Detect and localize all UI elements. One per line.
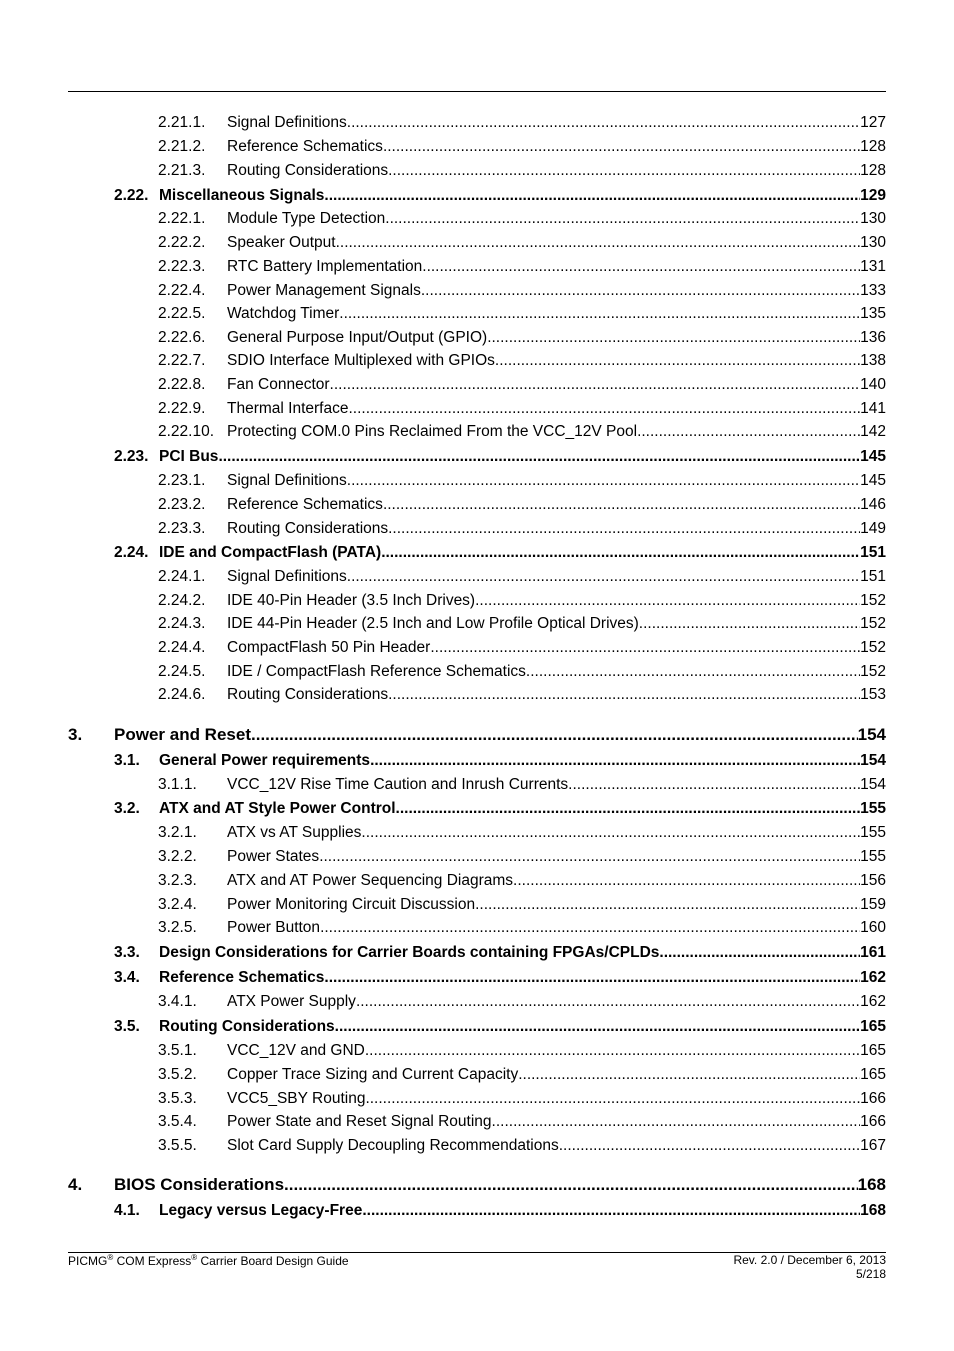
toc-entry-title[interactable]: Power States [227, 848, 320, 865]
toc-leader-dots [320, 919, 860, 937]
toc-entry-page[interactable]: 166 [860, 1090, 886, 1107]
toc-entry-line [159, 752, 886, 770]
toc-entry[interactable] [0, 108, 954, 132]
toc-entry-number: 2.22.1. [158, 210, 206, 227]
toc-entry-line [159, 1202, 886, 1220]
toc-entry-line [227, 234, 886, 252]
toc-leader-dots [348, 400, 860, 418]
toc-entry-line [227, 919, 886, 937]
toc-entry-title[interactable]: Thermal Interface [227, 400, 349, 417]
toc-entry-page[interactable]: 136 [860, 329, 886, 346]
toc-entry[interactable] [0, 913, 954, 937]
toc-entry-line [227, 138, 886, 156]
toc-entry-page[interactable]: 162 [860, 993, 886, 1010]
toc-entry-title[interactable]: Routing Considerations [159, 1018, 335, 1035]
toc-entry-title[interactable]: VCC_12V Rise Time Caution and Inrush Currents [227, 776, 569, 793]
toc-entry-page[interactable]: 167 [860, 1137, 886, 1154]
toc-entry[interactable] [0, 1036, 954, 1060]
toc-entry-title[interactable]: IDE 44-Pin Header (2.5 Inch and Low Profile Optical Drives) [227, 615, 639, 632]
toc-entry-number: 3.3. [114, 944, 140, 961]
toc-entry-number: 3.5.4. [158, 1113, 197, 1130]
toc-entry-title[interactable]: Reference Schematics [227, 496, 383, 513]
toc-entry-line [227, 1066, 886, 1084]
toc-entry-title[interactable]: IDE and CompactFlash (PATA) [159, 544, 382, 561]
toc-entry-page[interactable]: 130 [860, 234, 886, 251]
toc-entry-page[interactable]: 161 [860, 944, 886, 961]
toc-entry-page[interactable]: 127 [860, 114, 886, 131]
toc-entry-line [227, 1137, 886, 1155]
toc-entry[interactable] [0, 490, 954, 514]
toc-entry[interactable] [0, 890, 954, 914]
toc-entry-page[interactable]: 142 [860, 423, 886, 440]
toc-entry-number: 2.22.8. [158, 376, 206, 393]
toc-entry-number: 3.4. [114, 969, 140, 986]
toc-entry-title[interactable]: Design Considerations for Carrier Boards containing FPGAs/CPLDs [159, 944, 660, 961]
toc-entry-number: 3.2.5. [158, 919, 197, 936]
toc-entry[interactable] [0, 346, 954, 370]
toc-leader-dots [324, 969, 860, 987]
toc-leader-dots [568, 776, 860, 794]
toc-entry-page[interactable]: 168 [860, 1202, 886, 1219]
toc-entry-page[interactable]: 153 [860, 686, 886, 703]
toc-entry[interactable] [0, 963, 954, 987]
toc-entry-line [159, 544, 886, 562]
toc-entry-number: 3.2.1. [158, 824, 197, 841]
toc-entry-page[interactable]: 168 [857, 1175, 886, 1194]
toc-entry[interactable] [0, 1131, 954, 1155]
toc-leader-dots [513, 872, 860, 890]
toc-entry-line [227, 258, 886, 276]
toc-entry-page[interactable]: 155 [860, 848, 886, 865]
toc-entry-page[interactable]: 151 [860, 568, 886, 585]
toc-entry-line [227, 400, 886, 418]
toc-entry-line [227, 520, 886, 538]
toc-entry-number: 2.24.6. [158, 686, 206, 703]
toc-leader-dots [430, 639, 860, 657]
toc-entry-title[interactable]: Power Management Signals [227, 282, 421, 299]
toc-entry-page[interactable]: 141 [860, 400, 886, 417]
toc-entry-page[interactable]: 156 [860, 872, 886, 889]
toc-entry-line [227, 329, 886, 347]
toc-entry-line [227, 210, 886, 228]
toc-entry-title[interactable]: Slot Card Supply Decoupling Recommendations [227, 1137, 559, 1154]
toc-entry-page[interactable]: 152 [860, 639, 886, 656]
toc-entry-title[interactable]: SDIO Interface Multiplexed with GPIOs [227, 352, 495, 369]
toc-leader-dots [475, 896, 860, 914]
toc-entry-number: 2.21.3. [158, 162, 206, 179]
toc-leader-dots [330, 376, 861, 394]
toc-entry-number: 2.23. [114, 448, 149, 465]
toc-entry-number: 4. [68, 1175, 83, 1194]
toc-entry[interactable] [0, 818, 954, 842]
toc-entry-title[interactable]: Power Button [227, 919, 321, 936]
toc-entry-line [159, 969, 886, 987]
toc-entry-title[interactable]: PCI Bus [159, 448, 219, 465]
toc-entry[interactable] [0, 794, 954, 818]
toc-leader-dots [365, 1090, 860, 1108]
toc-entry-number: 2.22. [114, 187, 149, 204]
toc-entry-page[interactable]: 159 [860, 896, 886, 913]
toc-entry-page[interactable]: 154 [860, 776, 886, 793]
toc-leader-dots [388, 162, 860, 180]
toc-entry-number: 3.4.1. [158, 993, 197, 1010]
toc-entry-line [227, 776, 886, 794]
toc-entry-number: 3.5.3. [158, 1090, 197, 1107]
toc-leader-dots [639, 615, 860, 633]
toc-leader-dots [475, 592, 860, 610]
toc-leader-dots [356, 993, 860, 1011]
toc-entry[interactable] [0, 538, 954, 562]
toc-entry-title[interactable]: General Purpose Input/Output (GPIO) [227, 329, 488, 346]
toc-entry-number: 3.5.1. [158, 1042, 197, 1059]
toc-entry-page[interactable]: 145 [860, 448, 886, 465]
toc-entry-page[interactable]: 149 [860, 520, 886, 537]
toc-entry-line [227, 824, 886, 842]
toc-entry-line [227, 592, 886, 610]
toc-entry-number: 2.22.2. [158, 234, 206, 251]
toc-entry-title[interactable]: IDE / CompactFlash Reference Schematics [227, 663, 526, 680]
toc-entry[interactable] [0, 370, 954, 394]
toc-leader-dots [381, 544, 860, 562]
toc-leader-dots [385, 210, 860, 228]
toc-entry[interactable] [0, 466, 954, 490]
toc-entry[interactable] [0, 1107, 954, 1131]
toc-leader-dots [370, 752, 860, 770]
toc-entry[interactable] [0, 394, 954, 418]
toc-entry-title[interactable]: Fan Connector [227, 376, 330, 393]
footer-page-number: 5/218 [855, 1267, 886, 1281]
toc-entry[interactable] [0, 442, 954, 466]
toc-leader-dots [388, 686, 860, 704]
toc-leader-dots [339, 305, 860, 323]
toc-entry[interactable] [0, 938, 954, 962]
toc-entry-title[interactable]: Power Monitoring Circuit Discussion [227, 896, 476, 913]
toc-entry-number: 2.23.1. [158, 472, 206, 489]
toc-entry-number: 3.2.2. [158, 848, 197, 865]
toc-entry-title[interactable]: Routing Considerations [227, 686, 389, 703]
toc-entry-line [159, 944, 886, 962]
toc-entry-title[interactable]: RTC Battery Implementation [227, 258, 423, 275]
toc-entry-line [227, 872, 886, 890]
toc-entry-line [159, 800, 886, 818]
toc-entry-page[interactable]: 154 [857, 725, 886, 744]
toc-entry-line [227, 162, 886, 180]
toc-entry-line [227, 305, 886, 323]
toc-entry-page[interactable]: 151 [860, 544, 886, 561]
toc-entry-line [227, 686, 886, 704]
toc-entry-title[interactable]: VCC_12V and GND [227, 1042, 365, 1059]
toc-entry[interactable] [0, 276, 954, 300]
toc-entry-line [227, 352, 886, 370]
toc-entry-number: 2.22.5. [158, 305, 206, 322]
toc-entry[interactable] [0, 514, 954, 538]
toc-entry-title[interactable]: Signal Definitions [227, 472, 347, 489]
toc-entry-line [114, 1175, 886, 1195]
toc-entry-line [159, 1018, 886, 1036]
toc-entry-page[interactable]: 165 [860, 1018, 886, 1035]
toc-leader-dots [335, 1018, 860, 1036]
toc-leader-dots [492, 1113, 861, 1131]
toc-entry-page[interactable]: 128 [860, 162, 886, 179]
toc-leader-dots [347, 114, 860, 132]
toc-leader-dots [388, 520, 860, 538]
toc-entry[interactable] [0, 609, 954, 633]
toc-entry[interactable] [0, 1060, 954, 1084]
toc-entry-number: 3.2.3. [158, 872, 197, 889]
toc-entry-title[interactable]: IDE 40-Pin Header (3.5 Inch Drives) [227, 592, 476, 609]
toc-leader-dots [361, 824, 860, 842]
toc-entry-page[interactable]: 129 [860, 187, 886, 204]
toc-entry-number: 2.24.1. [158, 568, 206, 585]
toc-entry-number: 3.2. [114, 800, 140, 817]
toc-entry-title[interactable]: Miscellaneous Signals [159, 187, 325, 204]
toc-entry-line [227, 848, 886, 866]
toc-leader-dots [336, 234, 861, 252]
toc-entry[interactable] [0, 657, 954, 681]
toc-entry-page[interactable]: 138 [860, 352, 886, 369]
toc-entry[interactable] [0, 156, 954, 180]
toc-entry-line [227, 896, 886, 914]
toc-entry-line [227, 639, 886, 657]
toc-leader-dots [518, 1066, 860, 1084]
toc-entry[interactable] [0, 204, 954, 228]
toc-leader-dots [559, 1137, 860, 1155]
toc-entry-title[interactable]: Routing Considerations [227, 520, 389, 537]
toc-entry-line [227, 615, 886, 633]
toc-leader-dots [383, 138, 860, 156]
toc-leader-dots [284, 1175, 858, 1195]
toc-entry-number: 3.1.1. [158, 776, 197, 793]
toc-entry[interactable] [0, 1169, 954, 1195]
toc-leader-dots [526, 663, 860, 681]
toc-entry-line [227, 423, 886, 441]
toc-entry-number: 2.22.9. [158, 400, 206, 417]
toc-entry-line [227, 1042, 886, 1060]
toc-leader-dots [362, 1202, 860, 1220]
footer-document-title: PICMG® COM Express® Carrier Board Design Guide [68, 1253, 349, 1268]
toc-leader-dots [421, 282, 860, 300]
toc-entry-number: 3. [68, 725, 83, 744]
toc-entry-title[interactable]: Speaker Output [227, 234, 336, 251]
toc-entry-title[interactable]: Copper Trace Sizing and Current Capacity [227, 1066, 519, 1083]
toc-leader-dots [218, 448, 860, 466]
toc-entry-number: 3.5. [114, 1018, 140, 1035]
toc-entry[interactable] [0, 719, 954, 745]
toc-leader-dots [324, 187, 860, 205]
toc-entry-page[interactable]: 165 [860, 1042, 886, 1059]
toc-entry-line [227, 1090, 886, 1108]
toc-entry-title[interactable]: ATX Power Supply [227, 993, 356, 1010]
toc-leader-dots [487, 329, 860, 347]
footer-revision: Rev. 2.0 / December 6, 2013 [733, 1253, 886, 1267]
toc-entry[interactable] [0, 299, 954, 323]
toc-leader-dots [251, 725, 858, 745]
toc-entry-line [227, 993, 886, 1011]
toc-entry-number: 2.21.1. [158, 114, 206, 131]
toc-entry[interactable] [0, 770, 954, 794]
toc-entry[interactable] [0, 181, 954, 205]
toc-leader-dots [383, 496, 860, 514]
toc-entry-title[interactable]: ATX and AT Power Sequencing Diagrams [227, 872, 514, 889]
toc-entry-title[interactable]: Power and Reset [114, 725, 251, 744]
toc-entry-line [227, 114, 886, 132]
toc-entry-page[interactable]: 166 [860, 1113, 886, 1130]
toc-entry-number: 2.24.5. [158, 663, 206, 680]
toc-entry-title[interactable]: Routing Considerations [227, 162, 389, 179]
header-rule [68, 91, 886, 92]
toc-entry-number: 2.21.2. [158, 138, 206, 155]
toc-entry-title[interactable]: Reference Schematics [227, 138, 383, 155]
toc-entry[interactable] [0, 228, 954, 252]
toc-entry-page[interactable]: 130 [860, 210, 886, 227]
toc-entry[interactable] [0, 866, 954, 890]
toc-leader-dots [495, 352, 860, 370]
toc-entry-title[interactable]: Watchdog Timer [227, 305, 340, 322]
toc-leader-dots [365, 1042, 860, 1060]
toc-entry-page[interactable]: 140 [860, 376, 886, 393]
toc-entry-page[interactable]: 152 [860, 615, 886, 632]
toc-leader-dots [637, 423, 860, 441]
toc-entry-line [227, 496, 886, 514]
toc-entry-title[interactable]: ATX and AT Style Power Control [159, 800, 396, 817]
toc-entry[interactable] [0, 633, 954, 657]
toc-entry-page[interactable]: 152 [860, 663, 886, 680]
toc-entry-number: 3.5.2. [158, 1066, 197, 1083]
toc-entry-number: 2.24. [114, 544, 149, 561]
toc-entry-number: 2.24.4. [158, 639, 206, 656]
toc-entry-number: 3.1. [114, 752, 140, 769]
toc-entry-number: 2.22.4. [158, 282, 206, 299]
toc-leader-dots [659, 944, 860, 962]
toc-leader-dots [347, 568, 860, 586]
toc-entry-page[interactable]: 162 [860, 969, 886, 986]
toc-entry-line [114, 725, 886, 745]
toc-entry-title[interactable]: Protecting COM.0 Pins Reclaimed From the VCC_12V Pool [227, 423, 638, 440]
toc-entry-page[interactable]: 160 [860, 919, 886, 936]
toc-entry-title[interactable]: Signal Definitions [227, 568, 347, 585]
toc-entry-page[interactable]: 131 [860, 258, 886, 275]
toc-entry-line [227, 472, 886, 490]
toc-entry-number: 2.24.2. [158, 592, 206, 609]
toc-entry-title[interactable]: Power State and Reset Signal Routing [227, 1113, 492, 1130]
toc-entry-number: 2.22.3. [158, 258, 206, 275]
toc-entry-page[interactable]: 146 [860, 496, 886, 513]
toc-entry-page[interactable]: 135 [860, 305, 886, 322]
toc-entry-line [227, 282, 886, 300]
toc-entry-line [227, 663, 886, 681]
toc-entry[interactable] [0, 1084, 954, 1108]
toc-entry-number: 2.22.10. [158, 423, 215, 440]
toc-entry-title[interactable]: VCC5_SBY Routing [227, 1090, 366, 1107]
toc-entry-page[interactable]: 152 [860, 592, 886, 609]
toc-entry-page[interactable]: 165 [860, 1066, 886, 1083]
toc-entry-page[interactable]: 145 [860, 472, 886, 489]
toc-entry[interactable] [0, 132, 954, 156]
toc-entry-title[interactable]: Module Type Detection [227, 210, 386, 227]
toc-entry[interactable] [0, 842, 954, 866]
toc-leader-dots [396, 800, 861, 818]
toc-entry[interactable] [0, 1012, 954, 1036]
toc-entry-line [227, 568, 886, 586]
toc-entry-line [159, 187, 886, 205]
toc-entry-number: 2.23.2. [158, 496, 206, 513]
toc-entry-line [227, 376, 886, 394]
toc-entry-page[interactable]: 154 [860, 752, 886, 769]
toc-leader-dots [319, 848, 860, 866]
toc-entry-number: 3.2.4. [158, 896, 197, 913]
toc-entry[interactable] [0, 562, 954, 586]
toc-entry-number: 2.24.3. [158, 615, 206, 632]
toc-entry-title[interactable]: General Power requirements [159, 752, 371, 769]
toc-entry-number: 4.1. [114, 1202, 140, 1219]
toc-entry-title[interactable]: CompactFlash 50 Pin Header [227, 639, 431, 656]
toc-entry[interactable] [0, 586, 954, 610]
toc-entry-number: 2.22.7. [158, 352, 206, 369]
toc-entry-number: 2.22.6. [158, 329, 206, 346]
toc-entry-page[interactable]: 133 [860, 282, 886, 299]
toc-entry-page[interactable]: 155 [860, 800, 886, 817]
toc-entry-title[interactable]: Legacy versus Legacy-Free [159, 1202, 363, 1219]
toc-entry[interactable] [0, 680, 954, 704]
footer-revision-block [733, 1253, 886, 1281]
toc-entry[interactable] [0, 417, 954, 441]
toc-entry[interactable] [0, 1196, 954, 1220]
toc-entry-page[interactable]: 155 [860, 824, 886, 841]
toc-entry-number: 2.23.3. [158, 520, 206, 537]
toc-entry[interactable] [0, 746, 954, 770]
toc-leader-dots [347, 472, 860, 490]
toc-entry[interactable] [0, 252, 954, 276]
toc-entry[interactable] [0, 323, 954, 347]
toc-entry-title[interactable]: Reference Schematics [159, 969, 325, 986]
toc-entry-line [159, 448, 886, 466]
toc-entry-number: 3.5.5. [158, 1137, 197, 1154]
toc-leader-dots [422, 258, 860, 276]
toc-entry-title[interactable]: BIOS Considerations [114, 1175, 285, 1194]
toc-entry[interactable] [0, 987, 954, 1011]
toc-entry-title[interactable]: Signal Definitions [227, 114, 347, 131]
toc-entry-title[interactable]: ATX vs AT Supplies [227, 824, 362, 841]
toc-entry-line [227, 1113, 886, 1131]
toc-entry-page[interactable]: 128 [860, 138, 886, 155]
